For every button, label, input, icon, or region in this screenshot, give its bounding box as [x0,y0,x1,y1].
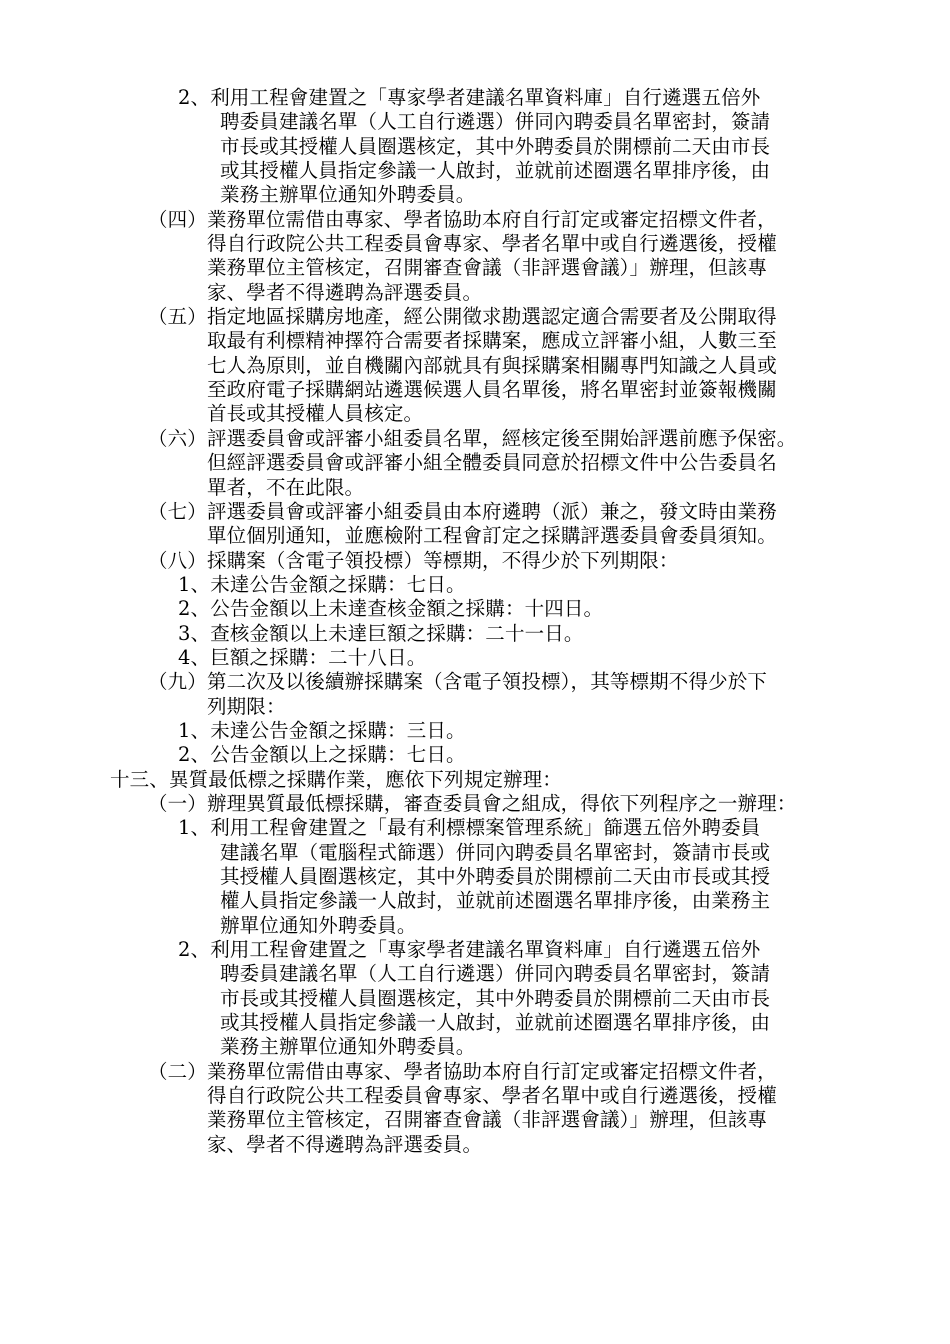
text-line: （八）採購案（含電子領投標）等標期，不得少於下列期限： [148,548,679,572]
text-line: （七）評選委員會或評審小組委員由本府遴聘（派）兼之，發文時由業務 [148,499,777,523]
text-line: 業務單位主管核定，召開審查會議（非評選會議）」辦理，但該專 [207,1108,768,1132]
text-line: 業務主辦單位通知外聘委員。 [220,183,476,207]
text-line: 2、利用工程會建置之「專家學者建議名單資料庫」自行遴選五倍外 [178,938,761,962]
text-line: 得自行政院公共工程委員會專家、學者名單中或自行遴選後，授權 [207,1084,777,1108]
text-line: （六）評選委員會或評審小組委員名單，經核定後至開始評選前應予保密。 [148,426,797,450]
text-line: 2、公告金額以上未達查核金額之採購：十四日。 [178,597,604,621]
text-line: 或其授權人員指定參議一人啟封，並就前述圈選名單排序後，由 [220,1011,771,1035]
text-line: 建議名單（電腦程式篩選）併同內聘委員名單密封，簽請市長或 [220,840,771,864]
text-line: 2、利用工程會建置之「專家學者建議名單資料庫」自行遴選五倍外 [178,86,761,109]
text-line: 取最有利標精神擇符合需要者採購案，應成立評審小組，人數三至 [207,329,777,353]
text-line: 首長或其授權人員核定。 [207,402,424,426]
text-line: 至政府電子採購網站遴選候選人員名單後，將名單密封並簽報機關 [207,378,777,402]
text-line: 其授權人員圈選核定，其中外聘委員於開標前二天由市長或其授 [220,865,771,888]
text-line: 但經評選委員會或評審小組全體委員同意於招標文件中公告委員名 [207,451,777,475]
document-page [0,86,950,1157]
text-line: 1、未達公告金額之採購：三日。 [178,718,466,742]
text-line: 業務主辦單位通知外聘委員。 [220,1035,476,1059]
text-line: 4、巨額之採購：二十八日。 [178,645,427,669]
text-line: 1、未達公告金額之採購：七日。 [178,572,466,596]
text-line: 2、公告金額以上之採購：七日。 [178,743,466,767]
text-line: （四）業務單位需借由專家、學者協助本府自行訂定或審定招標文件者， [148,207,777,231]
text-line: （五）指定地區採購房地產，經公開徵求勘選認定適合需要者及公開取得 [148,305,777,329]
text-line: （二）業務單位需借由專家、學者協助本府自行訂定或審定招標文件者， [148,1059,777,1083]
text-line: 家、學者不得遴聘為評選委員。 [207,280,483,304]
text-line: 市長或其授權人員圈選核定，其中外聘委員於開標前二天由市長 [220,986,771,1010]
text-line: 單位個別通知，並應檢附工程會訂定之採購評選委員會委員須知。 [207,524,777,548]
text-line: 得自行政院公共工程委員會專家、學者名單中或自行遴選後，授權 [207,232,777,256]
text-line: 或其授權人員指定參議一人啟封，並就前述圈選名單排序後，由 [220,159,771,183]
text-line: 業務單位主管核定，召開審查會議（非評選會議）」辦理，但該專 [207,256,768,280]
text-line: 辦單位通知外聘委員。 [220,913,417,937]
text-line: 3、查核金額以上未達巨額之採購：二十一日。 [178,621,584,645]
text-line: （九）第二次及以後續辦採購案（含電子領投標），其等標期不得少於下 [148,670,768,694]
text-line: 市長或其授權人員圈選核定，其中外聘委員於開標前二天由市長 [220,134,771,158]
text-line: （一）辦理異質最低標採購，審查委員會之組成，得依下列程序之一辦理： [148,791,797,815]
text-line: 權人員指定參議一人啟封，並就前述圈選名單排序後，由業務主 [220,889,771,913]
text-line: 聘委員建議名單（人工自行遴選）併同內聘委員名單密封，簽請 [220,962,771,986]
text-line: 1、利用工程會建置之「最有利標標案管理系統」篩選五倍外聘委員 [178,816,761,840]
text-line: 家、學者不得遴聘為評選委員。 [207,1132,483,1156]
text-line: 單者，不在此限。 [207,475,365,499]
text-line: 七人為原則，並自機關內部就具有與採購案相關專門知識之人員或 [207,353,777,377]
text-line: 列期限： [207,694,286,718]
text-line: 十三、異質最低標之採購作業，應依下列規定辦理： [110,767,562,791]
text-line: 聘委員建議名單（人工自行遴選）併同內聘委員名單密封，簽請 [220,110,771,134]
